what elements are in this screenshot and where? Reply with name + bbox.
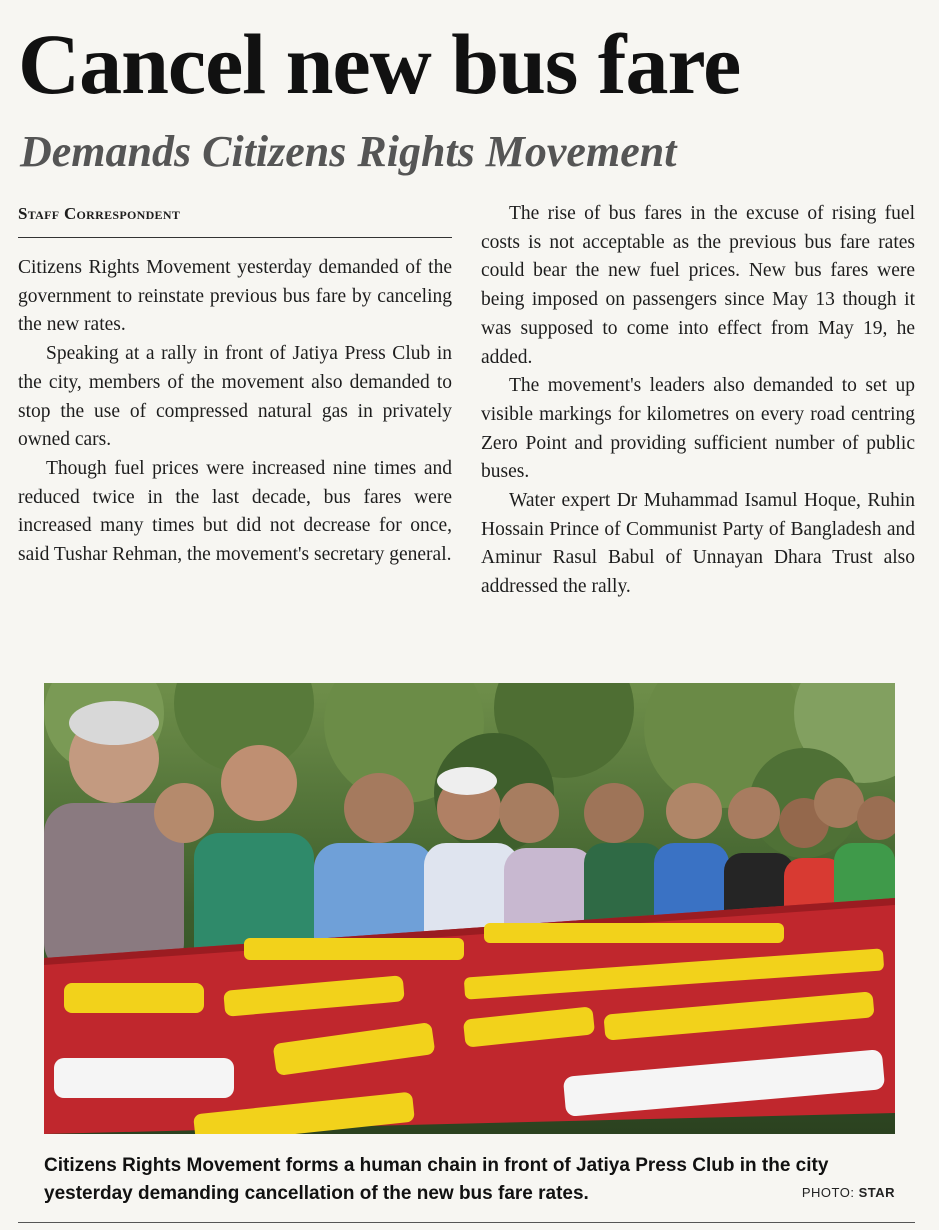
human-chain-photo-illustration bbox=[44, 683, 895, 1134]
article-right-column bbox=[481, 200, 915, 602]
paragraph: Speaking at a rally in front of Jatiya Press Club in the city, members of the movement also demanded to stop the use of compressed natural gas in privately owned cars. bbox=[18, 343, 452, 451]
paragraph: The movement's leaders also demanded to set up visible markings for kilometres on every road centring Zero Point and providing sufficient number of public buses. bbox=[481, 375, 915, 483]
paragraph: Though fuel prices were increased nine times and reduced twice in the last decade, bus fares were increased many times but did not decrease for once, said Tushar Rehman, the movement's secretary general. bbox=[18, 457, 452, 566]
paragraph: Water expert Dr Muhammad Isamul Hoque, Ruhin Hossain Prince of Communist Party of Bangladesh and Aminur Rasul Babul of Unnayan Dhara Trust also addressed the rally. bbox=[481, 490, 915, 598]
byline: Staff Correspondent bbox=[18, 204, 181, 223]
bottom-divider bbox=[18, 1222, 915, 1223]
photo-credit bbox=[802, 1185, 895, 1200]
photo-credit-label: PHOTO: bbox=[801, 1185, 855, 1200]
photo-credit-source: STAR bbox=[858, 1185, 895, 1200]
paragraph: The rise of bus fares in the excuse of rising fuel costs is not acceptable as the previous bus fare rates could bear the new fuel prices. New bus fares were being imposed on passengers since May 13 though it was supposed to come into effect from May 19, he added. bbox=[481, 203, 915, 368]
news-photo bbox=[44, 683, 895, 1134]
byline-divider bbox=[18, 237, 452, 238]
paragraph: Citizens Rights Movement yesterday demanded of the government to reinstate previous bus fare by canceling the new rates. bbox=[18, 257, 452, 336]
headline: Cancel new bus fare bbox=[18, 16, 741, 112]
photo-caption: Citizens Rights Movement forms a human chain in front of Jatiya Press Club in the city yesterday demanding cancellation of the new bus fare rates. bbox=[44, 1155, 829, 1204]
subheadline: Demands Citizens Rights Movement bbox=[20, 127, 677, 176]
article-left-column bbox=[18, 254, 452, 570]
